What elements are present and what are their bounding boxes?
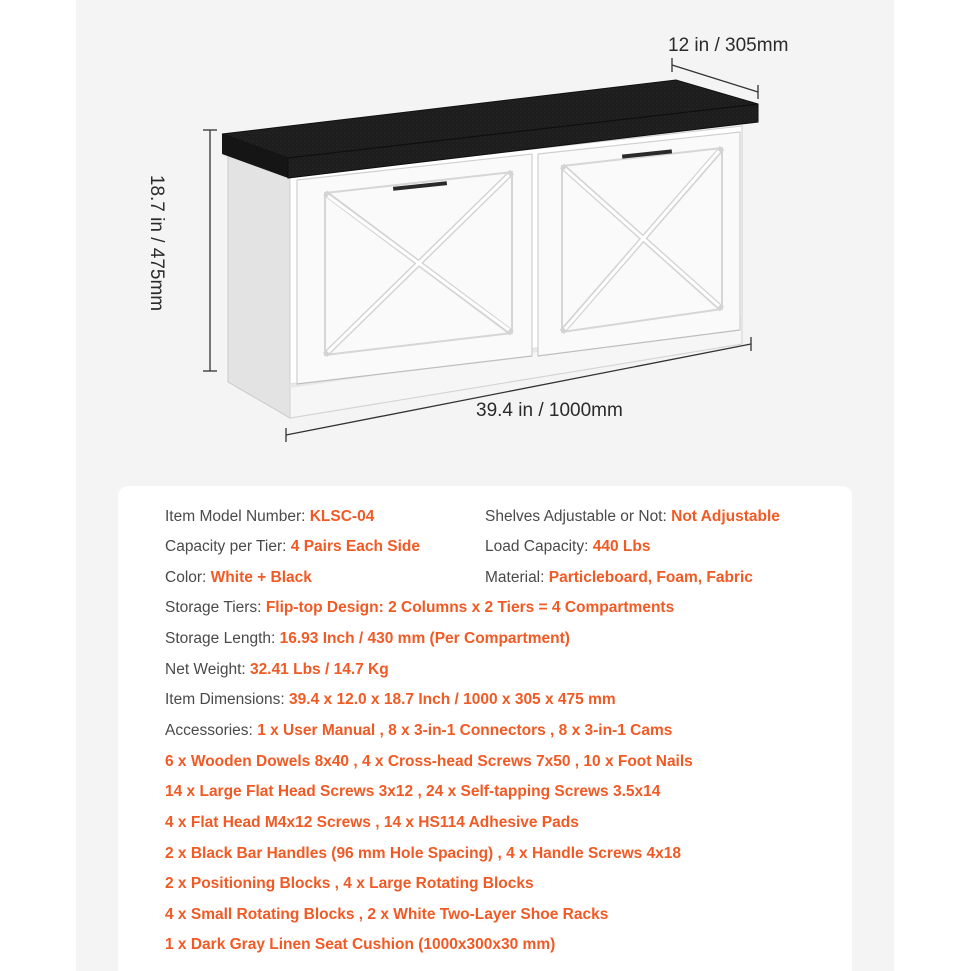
spec-load: [485, 537, 650, 557]
spec-shelves: [485, 507, 780, 527]
accessory-line: 2 x Positioning Blocks , 4 x Large Rotating Blocks: [165, 875, 534, 892]
spec-value: KLSC-04: [309, 508, 375, 525]
spec-accessories: [165, 721, 672, 741]
spec-value: 440 Lbs: [592, 538, 651, 555]
accessory-row: [165, 813, 579, 833]
spec-label: Shelves Adjustable or Not:: [485, 508, 667, 525]
spec-label: Item Model Number:: [165, 508, 306, 525]
accessory-row: [165, 905, 608, 925]
spec-value: Particleboard, Foam, Fabric: [548, 569, 753, 586]
accessory-line: 2 x Black Bar Handles (96 mm Hole Spacing) , 4 x Handle Screws 4x18: [165, 845, 682, 862]
spec-label: Capacity per Tier:: [165, 538, 287, 555]
spec-value: 39.4 x 12.0 x 18.7 Inch / 1000 x 305 x 475 mm: [289, 691, 616, 708]
spec-label: Storage Tiers:: [165, 599, 262, 616]
height-dimension-line: [203, 130, 217, 371]
accessory-row: [165, 782, 660, 802]
spec-value: Not Adjustable: [671, 508, 780, 525]
length-dimension-label: 39.4 in / 1000mm: [476, 400, 623, 421]
spec-label: Net Weight:: [165, 661, 246, 678]
spec-capacity: [165, 537, 420, 557]
spec-value: 16.93 Inch / 430 mm (Per Compartment): [279, 630, 570, 647]
accessory-line: 14 x Large Flat Head Screws 3x12 , 24 x Self-tapping Screws 3.5x14: [165, 783, 661, 800]
spec-value: White + Black: [210, 569, 312, 586]
spec-model: [165, 507, 374, 527]
spec-value: Flip-top Design: 2 Columns x 2 Tiers = 4 Compartments: [265, 599, 675, 616]
spec-weight: [165, 660, 389, 680]
spec-label: Color:: [165, 569, 207, 586]
accessory-line: 4 x Small Rotating Blocks , 2 x White Two-Layer Shoe Racks: [165, 906, 609, 923]
spec-label: Item Dimensions:: [165, 691, 285, 708]
spec-tiers: [165, 598, 674, 618]
accessory-line: 6 x Wooden Dowels 8x40 , 4 x Cross-head Screws 7x50 , 10 x Foot Nails: [165, 753, 693, 770]
spec-value: 4 Pairs Each Side: [290, 538, 421, 555]
spec-label: Accessories:: [165, 722, 253, 739]
spec-value: 32.41 Lbs / 14.7 Kg: [250, 661, 389, 678]
spec-item-dimensions: [165, 690, 616, 710]
accessory-line: 1 x User Manual , 8 x 3-in-1 Connectors , 8 x 3-in-1 Cams: [257, 722, 673, 739]
accessory-line: 1 x Dark Gray Linen Seat Cushion (1000x300x30 mm): [165, 936, 556, 953]
height-dimension-label: 18.7 in / 475mm: [146, 174, 168, 312]
spec-length: [165, 629, 570, 649]
spec-label: Load Capacity:: [485, 538, 589, 555]
accessory-row: [165, 935, 555, 955]
accessory-row: [165, 844, 681, 864]
spec-label: Storage Length:: [165, 630, 276, 647]
spec-material: [485, 568, 753, 588]
width-dimension-label: 12 in / 305mm: [668, 35, 789, 56]
spec-color: [165, 568, 312, 588]
product-illustration: [0, 0, 970, 470]
accessory-line: 4 x Flat Head M4x12 Screws , 14 x HS114 Adhesive Pads: [165, 814, 579, 831]
accessory-row: [165, 874, 534, 894]
accessory-row: [165, 752, 693, 772]
spec-label: Material:: [485, 569, 545, 586]
